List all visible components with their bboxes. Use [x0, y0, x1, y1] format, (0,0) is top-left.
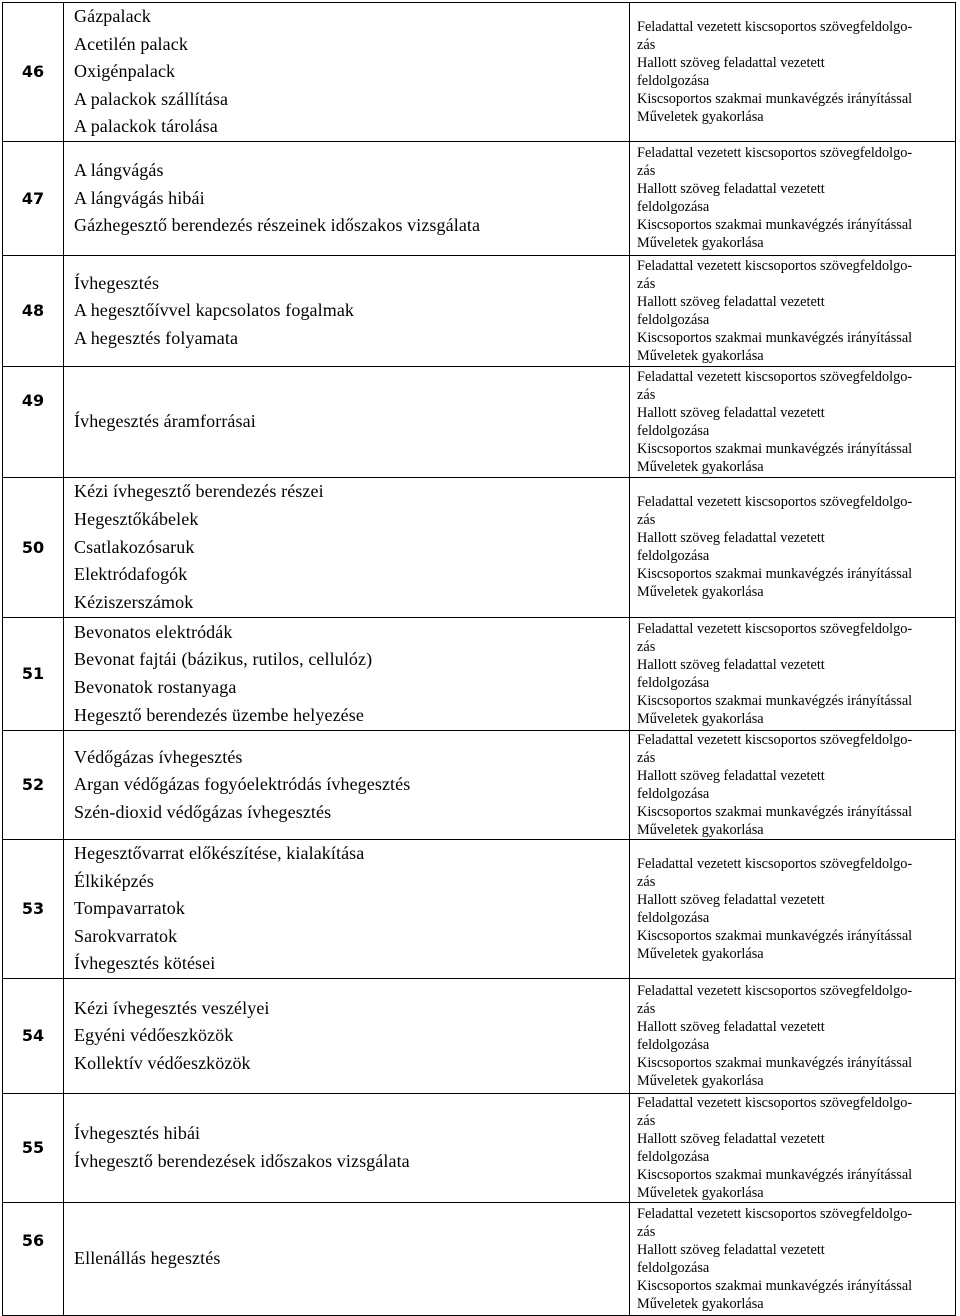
topic-line: A hegesztés folyamata [74, 327, 239, 348]
lesson-number: 55 [3, 1093, 64, 1202]
topic-line: Szén-dioxid védőgázas ívhegesztés [74, 801, 332, 822]
method-line: feldolgozása [637, 199, 710, 216]
method-line: Feladattal vezetett kiscsoportos szövegfeldolgo- [637, 855, 913, 872]
topic-line: Hegesztő berendezés üzembe helyezése [74, 704, 364, 725]
method-line: Feladattal vezetett kiscsoportos szövegfeldolgo- [637, 1094, 913, 1111]
topic-line: Sarokvarratok [74, 925, 178, 946]
method-line: Hallott szöveg feladattal vezetett [637, 293, 825, 310]
method-line: Hallott szöveg feladattal vezetett [637, 891, 825, 908]
method-line: Kiscsoportos szakmai munkavégzés irányítással [637, 803, 913, 820]
topic-line: A hegesztőívvel kapcsolatos fogalmak [74, 300, 355, 321]
topic-line: Gázpalack [74, 6, 151, 26]
method-line: Hallott szöveg feladattal vezetett [637, 404, 825, 421]
method-line: Kiscsoportos szakmai munkavégzés irányítással [637, 217, 913, 234]
topic-line: Tompavarratok [74, 898, 185, 919]
method-line: Műveletek gyakorlása [637, 458, 764, 475]
topic-line: Csatlakozósaruk [74, 536, 195, 557]
topic-line: Ívhegesztő berendezések időszakos vizsgálata [74, 1150, 410, 1171]
topic-line: Kéziszerszámok [74, 591, 194, 612]
method-line: Kiscsoportos szakmai munkavégzés irányítással [637, 1277, 913, 1294]
method-line: feldolgozása [637, 1036, 710, 1053]
topic-line: A lángvágás [74, 160, 164, 181]
topic-line: Bevonatos elektródák [74, 621, 233, 642]
topic-cell [64, 839, 630, 978]
lesson-number: 54 [3, 978, 64, 1093]
topic-cell [64, 617, 630, 730]
method-line: Hallott szöveg feladattal vezetett [637, 54, 825, 71]
method-line: Feladattal vezetett kiscsoportos szövegfeldolgo- [637, 145, 913, 162]
method-line: feldolgozása [637, 1259, 710, 1276]
topic-line: Élkiképzés [74, 870, 154, 891]
topic-cell [64, 730, 630, 839]
table-row [3, 366, 956, 477]
topic-line: Ívhegesztés [74, 272, 160, 293]
method-line: Feladattal vezetett kiscsoportos szövegfeldolgo- [637, 1205, 913, 1222]
method-line: Kiscsoportos szakmai munkavégzés irányítással [637, 90, 913, 107]
topic-line: Ívhegesztés kötései [74, 953, 216, 974]
topic-cell [64, 477, 630, 617]
method-line: Műveletek gyakorlása [637, 108, 764, 125]
method-line: Kiscsoportos szakmai munkavégzés irányítással [637, 692, 913, 709]
method-line: Feladattal vezetett kiscsoportos szövegfeldolgo- [637, 257, 913, 274]
topic-line: Bevonat fajtái (bázikus, rutilos, cellulóz) [74, 649, 373, 670]
topic-line: Kézi ívhegesztő berendezés részei [74, 481, 324, 502]
method-line: zás [637, 749, 656, 766]
method-line: Műveletek gyakorlása [637, 347, 764, 364]
topic-cell [64, 1202, 630, 1315]
table-row [3, 255, 956, 366]
method-line: Műveletek gyakorlása [637, 1184, 764, 1201]
lesson-number: 47 [3, 141, 64, 255]
topic-line: Ellenállás hegesztés [74, 1248, 221, 1269]
method-cell [630, 1093, 956, 1202]
lesson-number: 49 [3, 366, 64, 477]
method-line: feldolgozása [637, 72, 710, 89]
method-cell [630, 730, 956, 839]
topic-line: Kollektív védőeszközök [74, 1052, 251, 1073]
method-line: Kiscsoportos szakmai munkavégzés irányítással [637, 1054, 913, 1071]
method-line: zás [637, 1000, 656, 1017]
topic-cell [64, 978, 630, 1093]
method-line: zás [637, 386, 656, 403]
lesson-plan-table [2, 2, 956, 1316]
topic-line: Argan védőgázas fogyóelektródás ívhegesztés [74, 774, 411, 795]
method-line: Műveletek gyakorlása [637, 235, 764, 252]
table-row [3, 1093, 956, 1202]
topic-line: Kézi ívhegesztés veszélyei [74, 997, 270, 1018]
topic-line: Védőgázas ívhegesztés [74, 746, 243, 767]
method-line: Kiscsoportos szakmai munkavégzés irányítással [637, 440, 913, 457]
method-line: zás [637, 873, 656, 890]
lesson-number: 56 [3, 1202, 64, 1315]
lesson-number: 53 [3, 839, 64, 978]
method-cell [630, 617, 956, 730]
method-line: Kiscsoportos szakmai munkavégzés irányítással [637, 1166, 913, 1183]
method-line: zás [637, 638, 656, 655]
table-row [3, 3, 956, 142]
method-line: Kiscsoportos szakmai munkavégzés irányítással [637, 927, 913, 944]
method-line: Feladattal vezetett kiscsoportos szövegfeldolgo- [637, 731, 913, 748]
method-cell [630, 141, 956, 255]
method-line: feldolgozása [637, 785, 710, 802]
method-line: Műveletek gyakorlása [637, 710, 764, 727]
topic-line: Oxigénpalack [74, 61, 176, 82]
topic-cell [64, 141, 630, 255]
topic-line: Gázhegesztő berendezés részeinek időszakos vizsgálata [74, 215, 481, 236]
method-line: zás [637, 275, 656, 292]
topic-cell [64, 3, 630, 142]
method-line: Műveletek gyakorlása [637, 1295, 764, 1312]
method-line: Hallott szöveg feladattal vezetett [637, 1130, 825, 1147]
method-line: Feladattal vezetett kiscsoportos szövegfeldolgo- [637, 494, 913, 511]
table-row [3, 839, 956, 978]
topic-line: A lángvágás hibái [74, 187, 205, 208]
lesson-number: 51 [3, 617, 64, 730]
topic-line: Hegesztőkábelek [74, 509, 199, 530]
lesson-number: 46 [3, 3, 64, 142]
topic-line: Ívhegesztés hibái [74, 1123, 201, 1144]
table-row [3, 617, 956, 730]
method-line: Műveletek gyakorlása [637, 945, 764, 962]
method-line: zás [637, 1112, 656, 1129]
method-line: Műveletek gyakorlása [637, 821, 764, 838]
method-line: Műveletek gyakorlása [637, 584, 764, 601]
table-row [3, 978, 956, 1093]
method-cell [630, 255, 956, 366]
method-cell [630, 839, 956, 978]
method-line: zás [637, 163, 656, 180]
method-line: Hallott szöveg feladattal vezetett [637, 530, 825, 547]
lesson-number: 50 [3, 477, 64, 617]
table-body [3, 3, 956, 1316]
method-line: Hallott szöveg feladattal vezetett [637, 1241, 825, 1258]
table-row [3, 730, 956, 839]
method-line: Kiscsoportos szakmai munkavégzés irányítással [637, 329, 913, 346]
table-row [3, 477, 956, 617]
method-line: zás [637, 1223, 656, 1240]
method-cell [630, 1202, 956, 1315]
topic-line: Acetilén palack [74, 33, 188, 54]
method-line: Feladattal vezetett kiscsoportos szövegfeldolgo- [637, 620, 913, 637]
method-line: feldolgozása [637, 1148, 710, 1165]
method-line: Műveletek gyakorlása [637, 1072, 764, 1089]
method-line: Hallott szöveg feladattal vezetett [637, 656, 825, 673]
method-line: Hallott szöveg feladattal vezetett [637, 767, 825, 784]
topic-line: Egyéni védőeszközök [74, 1025, 234, 1046]
method-line: zás [637, 512, 656, 529]
topic-cell [64, 255, 630, 366]
topic-line: Elektródafogók [74, 564, 188, 585]
method-line: Hallott szöveg feladattal vezetett [637, 181, 825, 198]
topic-cell [64, 1093, 630, 1202]
method-cell [630, 978, 956, 1093]
method-cell [630, 366, 956, 477]
method-line: feldolgozása [637, 674, 710, 691]
method-line: Feladattal vezetett kiscsoportos szövegfeldolgo- [637, 368, 913, 385]
method-line: feldolgozása [637, 909, 710, 926]
table-row [3, 141, 956, 255]
method-cell [630, 3, 956, 142]
method-line: Feladattal vezetett kiscsoportos szövegfeldolgo- [637, 18, 913, 35]
method-line: zás [637, 36, 656, 53]
topic-line: Ívhegesztés áramforrásai [74, 411, 256, 432]
method-line: feldolgozása [637, 311, 710, 328]
lesson-number: 48 [3, 255, 64, 366]
method-cell [630, 477, 956, 617]
topic-line: Bevonatok rostanyaga [74, 676, 237, 697]
topic-line: A palackok tárolása [74, 116, 218, 137]
method-line: feldolgozása [637, 548, 710, 565]
method-line: feldolgozása [637, 422, 710, 439]
method-line: Hallott szöveg feladattal vezetett [637, 1018, 825, 1035]
method-line: Feladattal vezetett kiscsoportos szövegfeldolgo- [637, 982, 913, 999]
topic-line: Hegesztővarrat előkészítése, kialakítása [74, 842, 365, 863]
table-row [3, 1202, 956, 1315]
method-line: Kiscsoportos szakmai munkavégzés irányítással [637, 566, 913, 583]
topic-line: A palackok szállítása [74, 88, 229, 109]
lesson-number: 52 [3, 730, 64, 839]
topic-cell [64, 366, 630, 477]
